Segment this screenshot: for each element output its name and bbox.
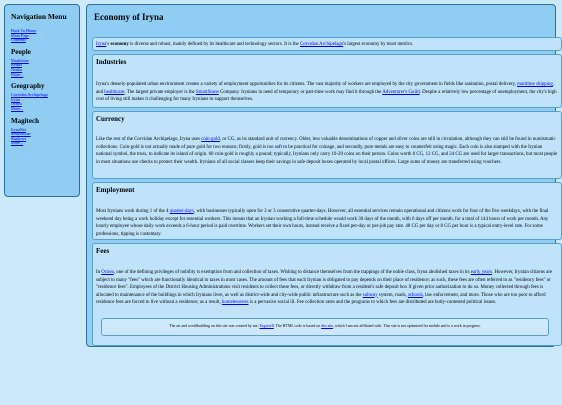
nav-item [11,38,73,43]
currency-paragraph [96,136,558,166]
ocnea-link[interactable]: Ocnea [101,270,114,275]
maritime-shipping-link[interactable]: maritime shipping [517,82,553,87]
intro-text: is diverse and robust, mainly defined by its healthcare and technology sectors. It is the [128,42,300,47]
main-content-panel [86,4,556,347]
list-item [11,73,73,78]
paragraph-text: is a pervasive social ill. Fee collection rates and the programs to which fees are distributed are hotly-contested political issues. [248,300,497,305]
industries-section [92,54,562,108]
sidebar-link-madeleine[interactable]: Madeleine [11,57,29,63]
back-to-home-link[interactable]: Back To Home [11,28,37,33]
sidebar-link-irynanet[interactable]: IrynaNet [11,126,26,132]
adventurers-guild-link[interactable]: Adventurer's Guild [382,89,420,95]
currency-heading: Currency [96,115,125,123]
smartstone-link[interactable]: SmartStone [195,89,219,95]
paragraph-text: , and [96,82,555,95]
sidebar-link-nenko[interactable]: Nenko [11,66,23,72]
employment-heading: Employment [96,186,135,194]
list-item [11,141,73,146]
sidebar-link-more-geography[interactable]: More... [11,105,24,111]
intro-text: 's [106,42,111,47]
paragraph-text: Company. Irynians in need of temporary or part-time work may find it through the [218,89,383,95]
homelessness-link[interactable]: homelessness [221,300,249,305]
this-site-link[interactable]: this site [321,324,334,328]
sidebar-section-heading-geography: Geography [11,82,45,91]
paragraph-text: . However, Irynian citizens are subject to many "fees" which are functionally identical to taxes in most cases. The amount of fees that each Irynian is obligated to pay depends on their place of residence; as such, these fees are often referred to as "residency fees" or "residence fees". Employees of the District Housing Administrations visit residents to collect these fees, or directly withdraw from a resident's safe deposit box if given prior authorization to do so. Money collected through fees is allocated to maintenance of the buildings in which Irynians lives, as well as district-wide and city-wide public infrastructure such as the [96,270,553,298]
paragraph-text: , one of the defining privileges of nobility is exemption from and collection of taxes. Wishing to distance themselves from the trappings of the noble class, Iryna abolished taxes in its [113,270,471,275]
sidebar-link-iryna[interactable]: Iryna [11,96,20,102]
paragraph-text: Iryna's densely-populated urban environment creates a variety of employment opportunities for its citizens. The vast majority of workers are employed by the city government in fields like sanitation, postal delivery, [96,82,518,87]
sidebar-list-magitech [11,128,73,146]
sidebar-link-shadows[interactable]: Shadows [11,135,27,141]
sidebar-section-heading-magitech: Magitech [11,116,39,125]
main-page-link[interactable]: Main Page [11,32,30,38]
iryna-link[interactable]: Iryna [96,42,107,47]
ezgotrell-link[interactable]: Ezgotrell [259,324,274,328]
nav-links [11,29,73,43]
paragraph-text: . Despite a relatively low percentage of unemployment, the city's high cost of living still makes it challenging for many Irynians to support themselves. [96,89,557,102]
healthcare-link[interactable]: healthcare [104,89,125,95]
paragraph-text: Like the rest of the Corvidan Archipelago, Iryna uses [96,137,202,142]
footer-text: . The HTML code is based on [273,324,322,328]
paragraph-text: . The largest private employer is the [124,89,196,95]
sidebar-link-more-magitech[interactable]: More... [11,140,24,146]
employment-paragraph [96,208,558,238]
employment-section [92,182,562,240]
coin-gold-link[interactable]: coin-gold [201,137,220,142]
footer-text: The art and worldbuilding on this site was created by me, [169,324,260,328]
paragraph-text: system, roads, [377,292,408,298]
footer-text: , which I am not affiliated with. This site is not optimized for mobile and is a work in progress. [333,324,481,328]
paragraph-text: Most Irynians work during 1 of the 4 [96,209,170,214]
sidebar-link-ocnea[interactable]: Ocnea [11,101,22,107]
currency-section [92,111,562,179]
sidebar-link-smartstone[interactable]: SmartStone [11,131,31,137]
sidebar-link-corvidan-archipelago[interactable]: Corvidan Archipelago [11,92,49,98]
sidebar-link-more-people[interactable]: More... [11,71,24,77]
intro-section [92,37,562,51]
sidebar-list-people [11,59,73,77]
industries-heading: Industries [96,58,127,66]
paragraph-text: , with businesses typically open for 2 or 3 consecutive quarter-days. However, all essential services remain operational and citizens work for four of the five weekdays, with the final weekend day being a work holiday except for essential workers. This means that an Irynian working a full-time schedule would work 30 days of the month, with 6 days off per month, for a total of 144 hours of work per month. Any hourly employee whose daily work exceeds a 6-hour period is paid overtime. Workers set their own hours, instead receive a fixed per-day or per-job pay rate. 48 CG per day or 8 CG per hour is a typical entry-level rate. For some professions, tipping is customary. [96,209,549,237]
contents-link[interactable]: Contents [11,37,26,43]
sidebar-link-reinet[interactable]: Reinet [11,62,22,68]
paragraph-text: , or CG, as its standard unit of currency. Older, less valuable denominations of copper and silver coins are still in circulation, although they can still be found in numismatic collections. Coin-gold is not actually made of pure gold for two reasons; firstly, gold is too soft to be practical for coinage, and secondly, pure metals are easy to counterfeit using magic. Each coin is also stamped with the Irynian national symbol, the truss, to indicate its island of origin. 60 coin-gold is roughly a pound; typically, Irynians only carry 10-20 coins on their person. Coins worth 6 CG, 12 CG, and 24 CG are used for larger transactions, but most people in most situations use checks to protect their wealth. Irynians of all social classes keep their savings in safe deposit boxes operated by local postal offices. Large sums of money are transferred using vouchers. [96,137,558,165]
paragraph-text: In [96,270,102,275]
paragraph-text: , law enforcement, and more. Those who are too poor to afford residence fees are forced to live without a residence; as a result, [96,292,546,305]
industries-paragraph [96,81,558,104]
sidebar-list-geography [11,93,73,111]
site-footer [101,318,549,336]
sidebar-section-heading-people: People [11,47,31,56]
subway-link[interactable]: subway [362,292,378,298]
fees-section [92,243,562,346]
intro-paragraph [96,41,558,49]
navigation-sidebar [4,4,80,197]
corvidan-archipelago-link[interactable]: Corvidan Archipelago [299,42,344,47]
navigation-menu-heading: Navigation Menu [11,12,67,21]
fees-heading: Fees [96,247,110,255]
early-years-link[interactable]: early years [470,270,493,275]
intro-text: 's largest economy by most metrics. [343,42,414,47]
schools-link[interactable]: schools [407,292,423,298]
list-item [11,107,73,112]
intro-bold-economy: economy [110,42,129,47]
quarter-days-link[interactable]: quarter-days [169,209,194,214]
fees-paragraph [96,269,558,307]
page-title: Economy of Iryna [94,12,164,22]
